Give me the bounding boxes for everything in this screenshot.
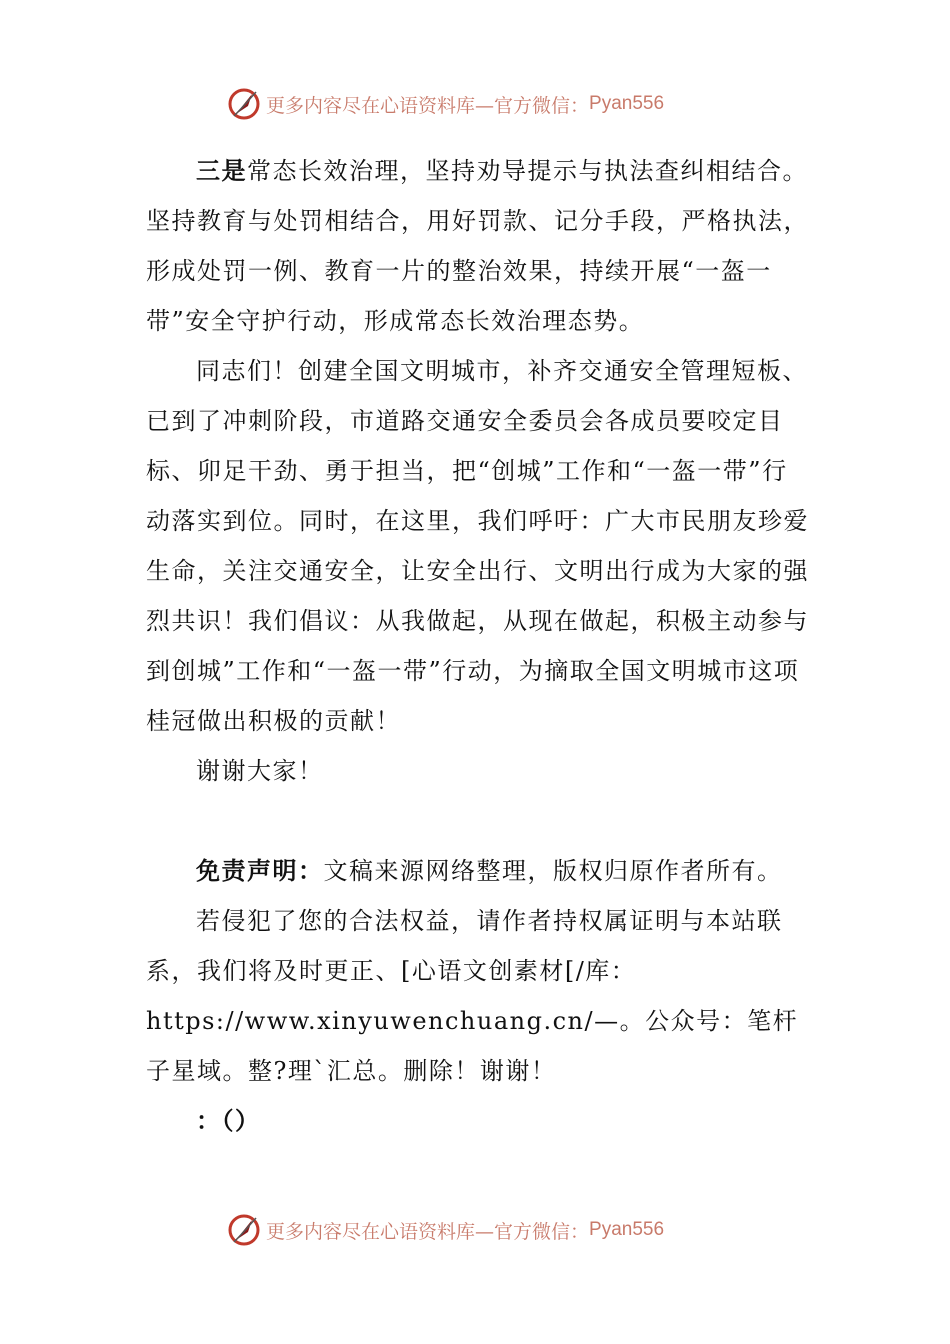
disclaimer-text-1: 文稿来源网络整理，版权归原作者所有。 xyxy=(323,857,783,885)
paragraph-3: 谢谢大家！ xyxy=(196,757,324,785)
header-wechat-id: Pyan556 xyxy=(589,93,665,114)
disclaimer-label: 免责声明： xyxy=(196,857,324,885)
header-brand-text: 更多内容尽在心语资料库—官方微信： xyxy=(266,94,590,117)
paragraph-2: 同志们！创建全国文明城市，补齐交通安全管理短板、已到了冲刺阶段，市道路交通安全委员会各成员要咬定目标、卯足干劲、勇于担当，把“创城”工作和“一盔一带”行动落实到位。同时，在这里，我们呼吁：广大市民朋友珍爱生命，关注交通安全，让安全出行、文明出行成为大家的强烈共识！我们倡议：从我做起，从现在做起，积极主动参与到创城”工作和“一盔一带”行动，为摘取全国文明城市这项桂冠做出积极的贡献！ xyxy=(146,357,809,735)
quill-logo-icon xyxy=(226,86,262,122)
spacer xyxy=(146,796,810,846)
footer-banner xyxy=(226,1210,746,1250)
document-body xyxy=(146,146,810,1146)
disclaimer-tail: ：（） xyxy=(196,1107,261,1135)
disclaimer-line-1 xyxy=(146,846,810,896)
quill-logo-icon xyxy=(226,1212,262,1248)
paragraph-1-text: 常态长效治理，坚持劝导提示与执法查纠相结合。坚持教育与处罚相结合，用好罚款、记分手段，严格执法，形成处罚一例、教育一片的整治效果，持续开展“一盔一带”安全守护行动，形成常态长效治理态势。 xyxy=(146,157,809,335)
header-banner xyxy=(226,84,746,124)
footer-wechat-id: Pyan556 xyxy=(589,1219,665,1240)
paragraph-1-lead: 三是 xyxy=(196,157,247,185)
paragraph-1 xyxy=(146,146,810,346)
disclaimer-line-2: 若侵犯了您的合法权益，请作者持权属证明与本站联系，我们将及时更正、[心语文创素材[/库：https://www.xinyuwenchuang.cn/—。公众号：笔杆子星域。整?理`汇总。删除！谢谢！ xyxy=(146,907,799,1085)
footer-brand-text: 更多内容尽在心语资料库—官方微信： xyxy=(266,1220,590,1243)
